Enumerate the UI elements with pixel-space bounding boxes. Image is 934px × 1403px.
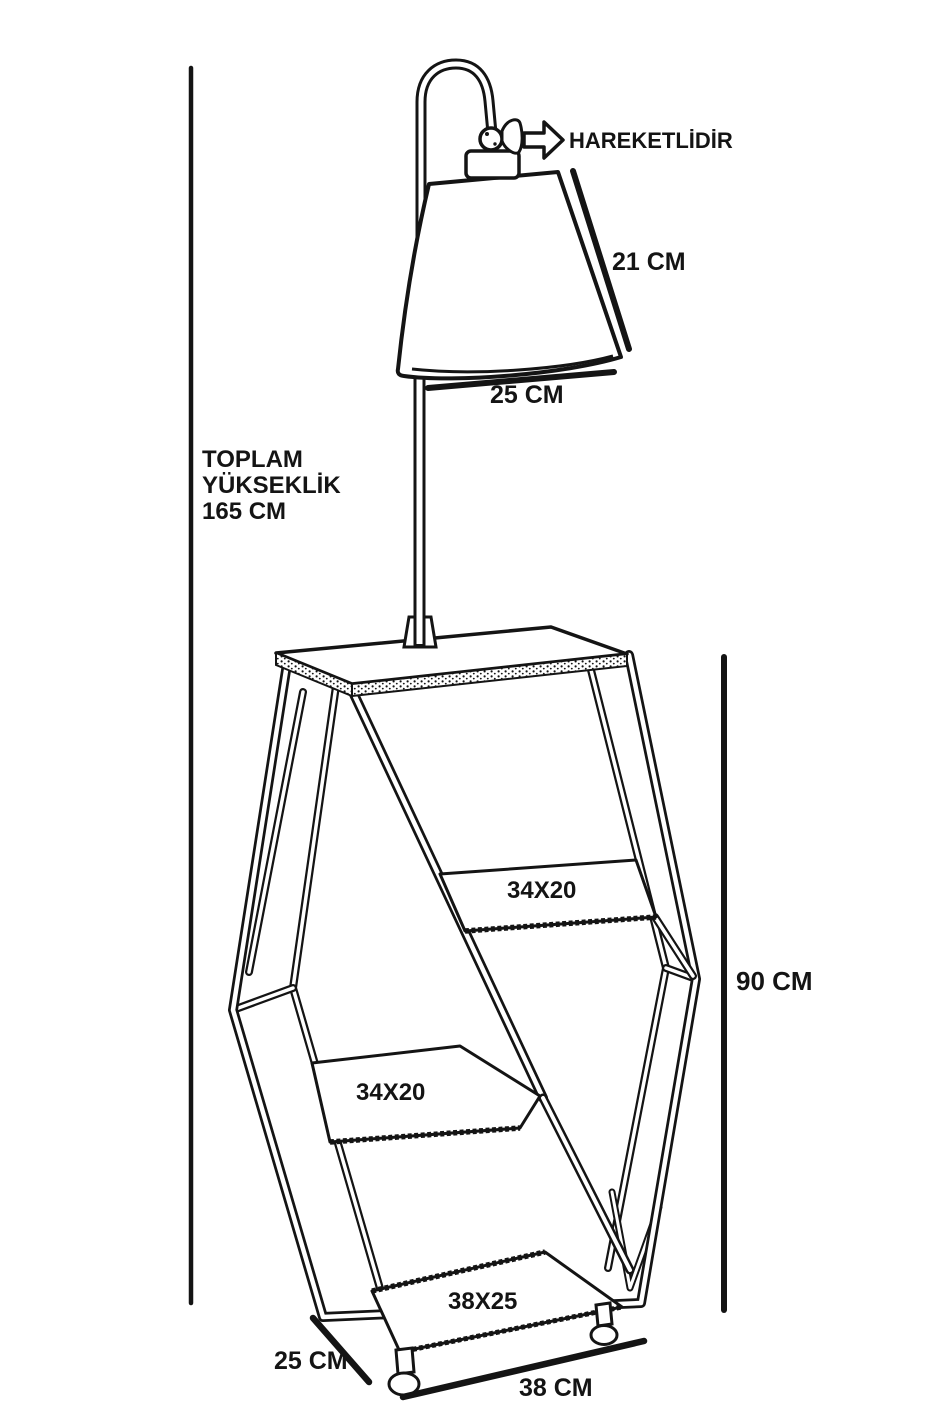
lamp-socket <box>466 151 519 178</box>
label-movable: HAREKETLİDİR <box>569 128 733 153</box>
table-top <box>276 627 627 696</box>
label-middle-shelf-size: 34X20 <box>356 1079 426 1106</box>
label-total-height-line-3: 165 CM <box>202 498 287 525</box>
frame-outline <box>233 655 696 1317</box>
label-base-width: 38 CM <box>519 1374 593 1402</box>
shelf-middle <box>312 1046 540 1142</box>
label-shade-diameter: 25 CM <box>490 381 564 409</box>
label-shade-slant-height: 21 CM <box>612 248 686 276</box>
lamp-shade <box>398 172 621 378</box>
label-cabinet-height: 90 CM <box>736 966 813 996</box>
label-top-shelf-size: 34X20 <box>507 877 577 904</box>
frame-back-members <box>233 651 696 1292</box>
foot-left <box>389 1348 419 1395</box>
label-base-shelf-size: 38X25 <box>448 1288 518 1315</box>
label-total-height-line-2: YÜKSEKLİK <box>202 472 341 499</box>
diagonal-brace-lower <box>543 1098 630 1270</box>
movable-arrow-icon <box>524 122 563 158</box>
label-base-depth: 25 CM <box>274 1347 348 1375</box>
label-total-height-line-1: TOPLAM <box>202 446 303 473</box>
